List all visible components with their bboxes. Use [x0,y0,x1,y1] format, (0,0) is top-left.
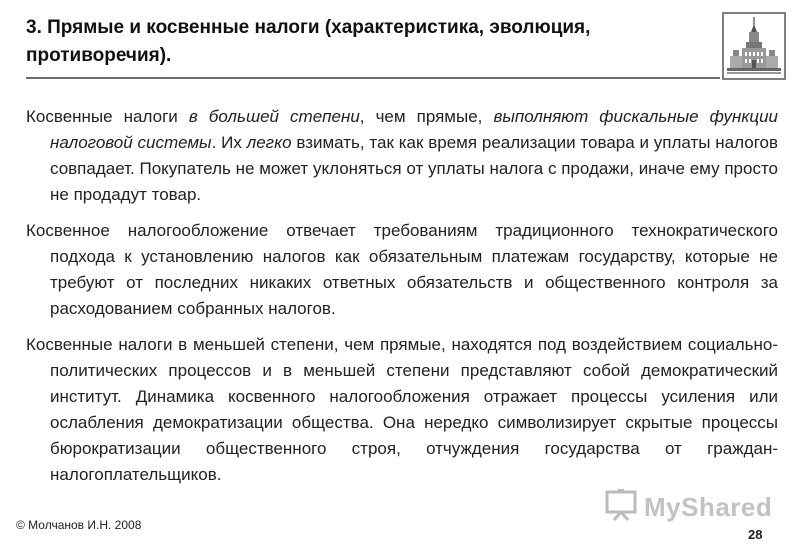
slide-body [26,104,778,498]
paragraph-1-seg-2: , чем прямые, [359,107,494,126]
paragraph-3-seg-0: Косвенные налоги в меньшей степени, чем прямые, находятся под воздействием социально-политических процессов и в меньшей степени представляют собой демократический институт. Динамика косвенного налогообложения отражает процессы усиления или ослабления демократизации общества. Она нередко символизирует скрытые процессы бюрократизации общественного строя, отчуждения государства от граждан-налогоплательщиков. [26,335,778,484]
paragraph-1-seg-1: в большей степени [188,107,360,126]
watermark-text: MyShared [644,491,773,522]
watermark [604,488,772,526]
paragraph-1-seg-6: взимать, так как время реализации товара и уплаты налогов совпадает. Покупатель не может уклоняться от уплаты налога с продажи, иначе ему просто не продадут товар. [50,133,779,204]
paragraph-1-seg-3: выполняют фискальные функции налоговой системы [50,107,779,152]
paragraph-1-seg-5: легко [246,133,292,152]
paragraph-1-seg-4: . Их [211,133,247,152]
slide-title: 3. Прямые и косвенные налоги (характеристика, эволюция, противоречия). [26,17,591,66]
paragraph-2 [26,218,778,322]
title-divider [26,77,720,79]
presentation-board-icon [604,488,638,527]
paragraph-2-seg-0: Косвенное налогообложение отвечает требованиям традиционного технократического подхода к установлению налогов как обязательным платежам государству, которые не требуют от последних никаких ответных обязательств и общественного контроля за расходованием собранных налогов. [26,221,778,318]
copyright: © Молчанов И.Н. 2008 [16,518,142,532]
paragraph-3 [26,332,778,488]
university-building-icon [722,12,786,80]
paragraph-1-seg-0: Косвенные налоги [26,107,189,126]
page-number: 28 [748,527,763,542]
paragraph-1 [26,104,778,208]
